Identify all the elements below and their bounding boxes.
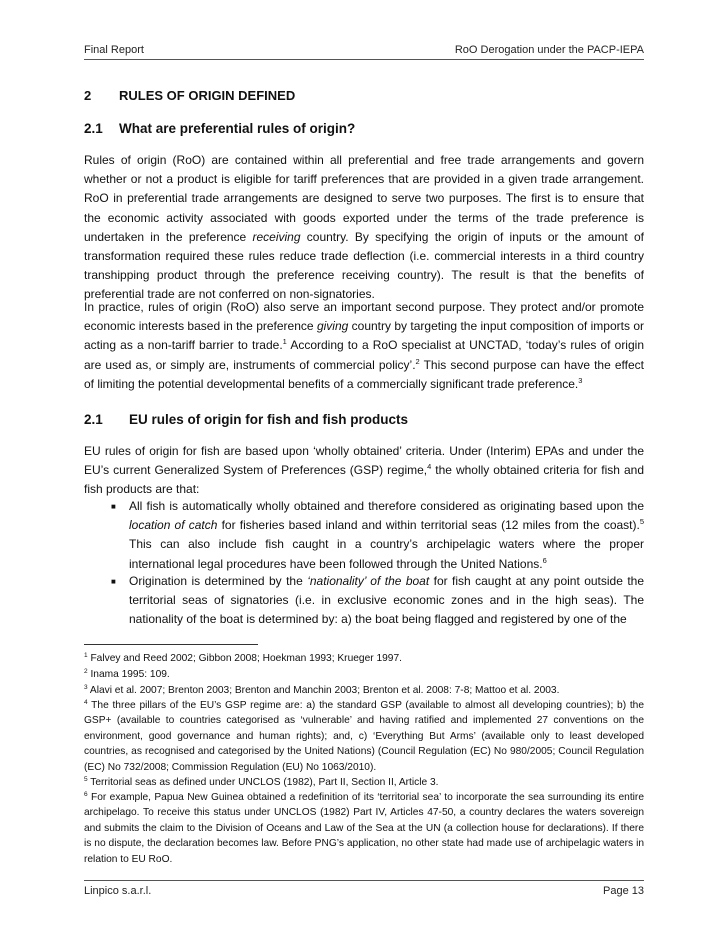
paragraph-text: country. By specifying the origin of inputs or the amount of transformation required these rules reduce trade deflection (i.e. commercial interests in a third country transhipping product through the preference receiving country). The result is that the benefits of preferential trade are not conferred on non-signatories. [84, 229, 644, 302]
footnote-text: Alavi et al. 2007; Brenton 2003; Brenton and Manchin 2003; Brenton et al. 2008: 7-8; Mattoo et al. 2003. [87, 685, 560, 696]
footnote-text: Falvey and Reed 2002; Gibbon 2008; Hoekman 1993; Krueger 1997. [87, 653, 402, 664]
footnote-text: For example, Papua New Guinea obtained a redefinition of its ‘territorial sea’ to incorporate the sea surrounding its entire archipelago. To receive this status under UNCLOS (1982) Part IV, Articles 47-50, a country declares the waters sovereign and submits the claim to the Division of Oceans and Law of the Sea at the UN (a collection house for declarations). If there is no dispute, the declaration becomes law. Before PNG’s application, no other state had made use of archipelagic waters in relation to EU RoO. [84, 792, 644, 865]
header-document-title: RoO Derogation under the PACP-IEPA [454, 44, 644, 56]
footer-divider [84, 880, 644, 881]
subsection-number: 2.1 [84, 121, 103, 136]
footnote-number: 5 [84, 776, 88, 783]
page-footer [84, 885, 644, 903]
paragraph-text: the wholly obtained criteria for fish and fish products are that: [84, 463, 644, 497]
header-divider [84, 59, 644, 60]
footnote-5 [84, 775, 644, 790]
emphasis-text: location of catch [129, 518, 218, 533]
footer-page-number: Page 13 [603, 885, 644, 897]
footnote-number: 2 [84, 668, 88, 675]
footnote-ref: 6 [542, 555, 547, 565]
subsection-title: EU rules of origin for fish and fish products [129, 412, 409, 427]
square-bullet-icon: ■ [111, 577, 116, 586]
footnote-6 [84, 790, 644, 867]
emphasis-text: receiving [252, 229, 301, 244]
footnote-1 [84, 651, 644, 666]
footnote-ref: 5 [639, 517, 645, 527]
footnote-text: The three pillars of the EU’s GSP regime are: a) the standard GSP (available to almost all developing countries); b) the GSP+ (available to countries categorised as ‘vulnerable’ and having ratified and implemented 27 conventions on the environment, good governance and human rights); and, c) ‘Everything But Arms’ (available only to least developed countries, as recognised and categorised by the United Nations) (Council Regulation (EC) No 980/2005; Council Regulation (EC) No 732/2008; Commission Regulation (EU) No 1063/2010). [84, 700, 644, 773]
emphasis-text: giving [316, 319, 349, 334]
paragraph-roo-second-purpose [84, 298, 644, 394]
paragraph-text: This second purpose can have the effect of limiting the potential developmental benefits of a commercially significant trade preference. [84, 357, 644, 391]
subsection-title: What are preferential rules of origin? [119, 121, 356, 136]
subsection-heading-eu-fish [84, 412, 408, 427]
footnote-4 [84, 698, 644, 775]
square-bullet-icon: ■ [111, 502, 116, 511]
section-title: RULES OF ORIGIN DEFINED [119, 88, 296, 103]
footnote-separator [84, 644, 258, 645]
footnote-number: 1 [84, 652, 88, 659]
footnote-ref: 3 [578, 375, 583, 385]
footnote-ref: 1 [282, 337, 287, 347]
footnote-2 [84, 667, 644, 682]
footnote-number: 6 [84, 791, 88, 798]
paragraph-roo-definition [84, 151, 644, 305]
document-page [84, 0, 644, 943]
subsection-heading-preferential [84, 121, 355, 136]
header-report-title: Final Report [84, 44, 144, 56]
paragraph-eu-fish-criteria [84, 442, 644, 500]
emphasis-text: ‘nationality’ of the boat [307, 574, 430, 588]
footnote-text: Territorial seas as defined under UNCLOS (1982), Part II, Section II, Article 3. [87, 777, 439, 788]
list-item-text: All fish is automatically wholly obtained and therefore considered as originating based upon the location of catch for fisheries based inland and within territorial seas (12 miles from the coast).$^5$ This can also include fish caught in a country’s archipelagic waters where the proper international legal procedures have been followed through the United Nations.$^6$ [129, 499, 645, 571]
footer-company: Linpico s.a.r.l. [84, 885, 152, 897]
subsection-number: 2.1 [84, 412, 103, 427]
footnote-3 [84, 683, 644, 698]
section-heading [84, 88, 295, 103]
paragraph-text: According to a RoO specialist at UNCTAD, ‘today’s rules of origin are used as, or simply are, instruments of commercial policy’. [84, 338, 644, 372]
paragraph-text: EU rules of origin for fish are based upon ‘wholly obtained’ criteria. Under (Interim) EPAs and under the EU’s current Generalized System of Preferences (GSP) regime, [84, 444, 644, 478]
paragraph-text: Rules of origin (RoO) are contained within all preferential and free trade arrangements and govern whether or not a product is eligible for tariff preferences that are provided in a given trade arrangement. RoO in preferential trade arrangements are designed to serve two purposes. The first is to ensure that the economic activity associated with goods exported under the terms of the trade preference is undertaken in the preference [84, 153, 644, 244]
footnote-ref: 4 [427, 462, 432, 472]
footnote-number: 4 [84, 699, 88, 706]
footnote-ref: 2 [415, 356, 420, 366]
paragraph-text: In practice, rules of origin (RoO) also serve an important second purpose. They protect and/or promote economic interests based in the preference [84, 300, 644, 334]
footnote-text: Inama 1995: 109. [87, 669, 170, 680]
footnote-number: 3 [84, 684, 88, 691]
paragraph-text: country by targeting the input composition of imports or acting as a non-tariff barrier to trade. [84, 319, 644, 353]
list-item-text: Origination is determined by the ‘nationality’ of the boat for fish caught at any point outside the territorial seas of signatories (i.e. in exclusive economic zones and in the high seas). The nationality of the boat is determined by: a) the boat being flagged and registered by one of the [129, 574, 644, 627]
section-number: 2 [84, 88, 92, 103]
